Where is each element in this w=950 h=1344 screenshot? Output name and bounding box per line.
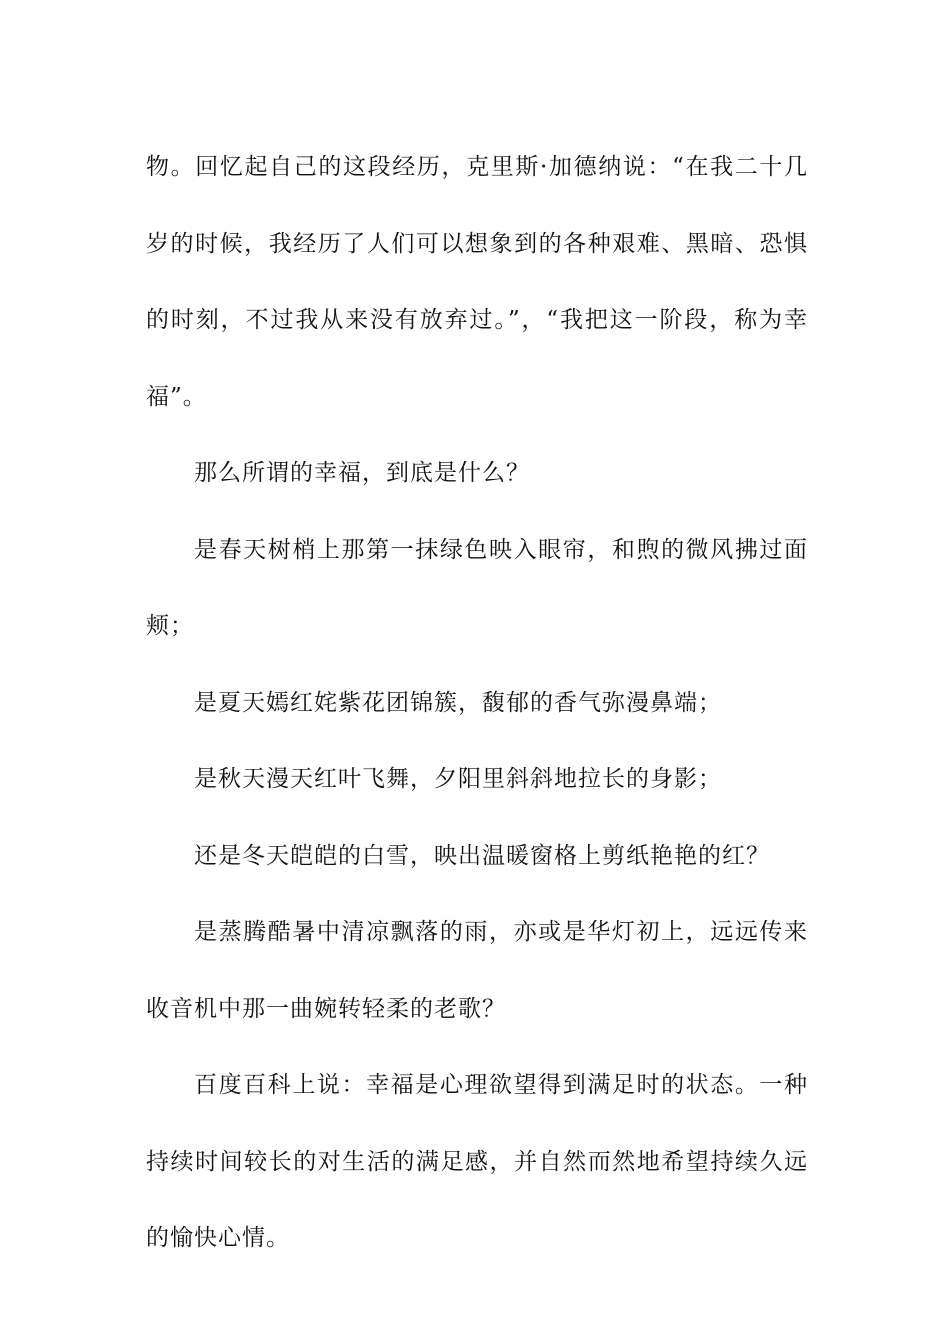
paragraph-1: 物。回忆起自己的这段经历，克里斯·加德纳说：“在我二十几岁的时候，我经历了人们可以想象到的各种艰难、黑暗、恐惧的时刻，不过我从来没有放弃过。”，“我把这一阶段，称为幸福”。 bbox=[146, 154, 808, 410]
paragraph-8: 百度百科上说：幸福是心理欲望得到满足时的状态。一种持续时间较长的对生活的满足感，并自然而然地希望持续久远的愉快心情。 bbox=[146, 1072, 808, 1251]
paragraph-2: 那么所谓的幸福，到底是什么？ bbox=[194, 460, 530, 486]
paragraph-3: 是春天树梢上那第一抹绿色映入眼帘，和煦的微风拂过面颊； bbox=[146, 536, 808, 639]
paragraph-4: 是夏天嫣红姹紫花团锦簇，馥郁的香气弥漫鼻端； bbox=[194, 689, 722, 716]
paragraph-6: 还是冬天皑皑的白雪，映出温暖窗格上剪纸艳艳的红？ bbox=[194, 842, 770, 869]
paragraph-5: 是秋天漫天红叶飞舞，夕阳里斜斜地拉长的身影； bbox=[194, 766, 722, 792]
document-body bbox=[146, 129, 808, 1277]
paragraph-7: 是蒸腾酷暑中清凉飘落的雨，亦或是华灯初上，远远传来收音机中那一曲婉转轻柔的老歌？ bbox=[146, 919, 808, 1022]
